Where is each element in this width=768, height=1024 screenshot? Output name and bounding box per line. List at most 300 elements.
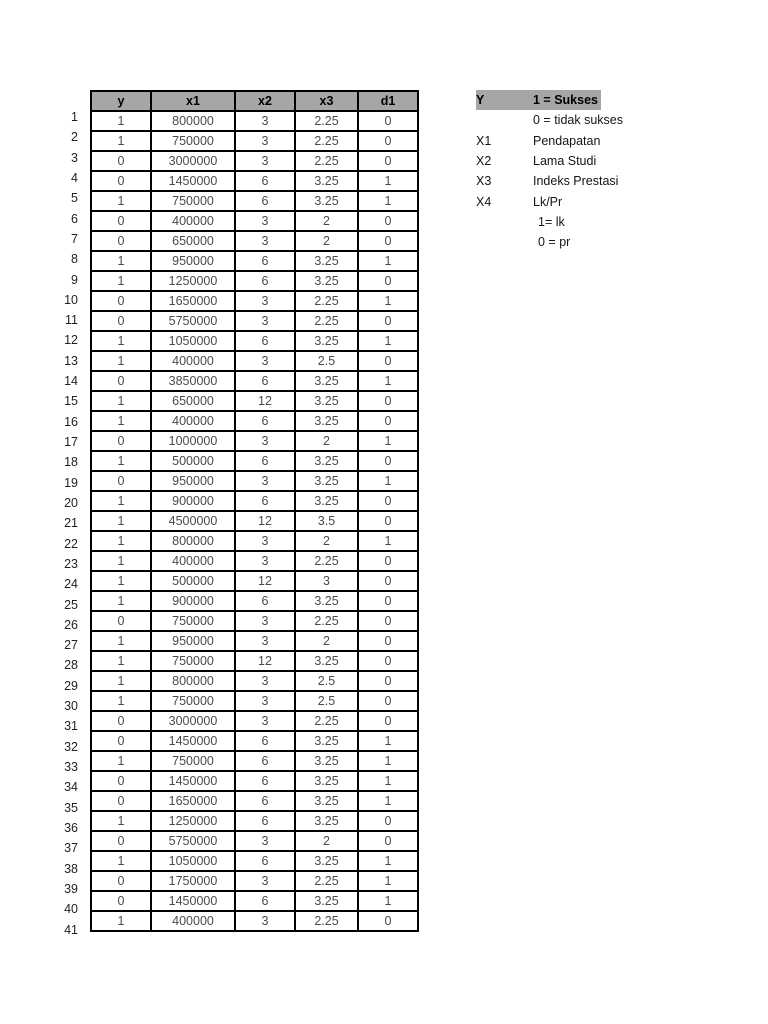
table-row [91,431,418,451]
table-cell-d1: 0 [358,911,418,931]
legend-key: X2 [476,154,492,169]
table-cell-x3: 2.5 [295,351,358,371]
table-cell-x1: 3850000 [151,371,235,391]
table-row [91,591,418,611]
legend-key: X1 [476,133,492,148]
table-cell-y: 0 [91,171,151,191]
table-cell-d1: 1 [358,531,418,551]
table-cell-d1: 0 [358,271,418,291]
table-cell-d1: 1 [358,171,418,191]
table-cell-x2: 6 [235,851,295,871]
table-cell-x3: 2 [295,211,358,231]
row-number: 22 [64,536,78,551]
table-cell-d1: 1 [358,471,418,491]
table-cell-y: 1 [91,531,151,551]
table-cell-x1: 1050000 [151,331,235,351]
table-cell-d1: 0 [358,591,418,611]
table-cell-d1: 1 [358,331,418,351]
table-cell-x1: 400000 [151,911,235,931]
table-row [91,251,418,271]
table-cell-y: 1 [91,811,151,831]
table-cell-x3: 2.5 [295,671,358,691]
table-cell-x3: 2 [295,431,358,451]
table-cell-x1: 500000 [151,451,235,471]
table-cell-x2: 6 [235,771,295,791]
table-cell-x3: 3.25 [295,731,358,751]
table-row [91,391,418,411]
table-row [91,311,418,331]
table-cell-x2: 3 [235,551,295,571]
table-cell-x3: 3.25 [295,451,358,471]
table-row [91,491,418,511]
table-cell-x1: 1450000 [151,771,235,791]
table-cell-x1: 750000 [151,751,235,771]
row-number: 41 [64,922,78,937]
legend-row [476,171,623,191]
table-cell-d1: 0 [358,411,418,431]
legend-key: X4 [476,194,492,209]
table-cell-y: 0 [91,611,151,631]
table-cell-x1: 900000 [151,591,235,611]
table-row [91,811,418,831]
table-row [91,231,418,251]
table-cell-x3: 3.25 [295,251,358,271]
table-cell-x2: 3 [235,611,295,631]
legend-key: Y [476,93,485,108]
table-cell-x3: 2.25 [295,151,358,171]
row-number: 13 [64,353,78,368]
table-cell-x3: 2.25 [295,311,358,331]
table-cell-y: 1 [91,691,151,711]
table-cell-x1: 1000000 [151,431,235,451]
table-cell-d1: 0 [358,111,418,131]
row-number: 25 [64,597,78,612]
table-cell-x3: 3.25 [295,791,358,811]
table-cell-x3: 2 [295,231,358,251]
table-cell-x1: 950000 [151,251,235,271]
legend-value: Lama Studi [533,154,597,169]
table-cell-x2: 3 [235,151,295,171]
table-cell-x1: 1250000 [151,271,235,291]
table-cell-x1: 400000 [151,211,235,231]
table-cell-y: 1 [91,111,151,131]
table-cell-d1: 1 [358,891,418,911]
table-cell-d1: 1 [358,191,418,211]
row-number: 12 [64,333,78,348]
table-cell-y: 1 [91,511,151,531]
table-row [91,131,418,151]
row-number: 23 [64,556,78,571]
row-number: 19 [64,475,78,490]
table-cell-x2: 3 [235,691,295,711]
row-number: 7 [71,231,78,246]
legend-row [476,90,601,110]
table-cell-y: 0 [91,291,151,311]
table-cell-x2: 6 [235,251,295,271]
table-cell-y: 0 [91,871,151,891]
table-row [91,711,418,731]
table-cell-x2: 6 [235,451,295,471]
table-cell-d1: 1 [358,291,418,311]
table-cell-x1: 900000 [151,491,235,511]
table-cell-x1: 400000 [151,351,235,371]
table-cell-x2: 3 [235,831,295,851]
legend-value: Indeks Prestasi [533,174,619,189]
table-cell-d1: 0 [358,311,418,331]
row-number: 17 [64,435,78,449]
table-cell-x3: 3.25 [295,171,358,191]
table-cell-y: 0 [91,731,151,751]
table-cell-d1: 1 [358,771,418,791]
row-number: 4 [71,170,78,185]
table-cell-x1: 1050000 [151,851,235,871]
table-cell-d1: 0 [358,571,418,591]
table-cell-x3: 3.5 [295,511,358,531]
table-cell-x1: 750000 [151,131,235,151]
table-cell-y: 1 [91,591,151,611]
table-cell-x2: 3 [235,711,295,731]
row-number: 10 [64,292,78,307]
table-cell-x3: 3.25 [295,191,358,211]
legend-value: 1= lk [538,215,565,230]
row-number: 40 [64,902,78,917]
table-cell-d1: 0 [358,151,418,171]
table-row [91,771,418,791]
table-cell-y: 0 [91,231,151,251]
row-number: 14 [64,374,78,389]
table-row [91,371,418,391]
table-row [91,831,418,851]
table-cell-x1: 650000 [151,391,235,411]
table-cell-x3: 2.25 [295,111,358,131]
table-cell-x1: 950000 [151,471,235,491]
table-cell-d1: 0 [358,631,418,651]
table-cell-x3: 2.25 [295,551,358,571]
row-number: 28 [64,658,78,673]
table-cell-x1: 800000 [151,531,235,551]
table-cell-y: 1 [91,251,151,271]
legend-row [476,131,623,151]
table-cell-x1: 950000 [151,631,235,651]
table-cell-y: 1 [91,331,151,351]
table-cell-y: 0 [91,371,151,391]
table-cell-x1: 3000000 [151,151,235,171]
table-cell-d1: 0 [358,711,418,731]
row-number: 24 [64,577,78,592]
table-cell-x1: 5750000 [151,831,235,851]
table-cell-x3: 2 [295,531,358,551]
table-row [91,211,418,231]
legend-row [476,151,623,171]
row-number: 11 [65,313,78,328]
table-cell-y: 1 [91,391,151,411]
legend-row [476,192,623,212]
table-cell-d1: 1 [358,731,418,751]
table-cell-y: 0 [91,471,151,491]
table-cell-d1: 0 [358,391,418,411]
table-cell-d1: 0 [358,351,418,371]
row-number: 37 [64,841,78,856]
table-cell-x3: 3.25 [295,491,358,511]
row-number: 15 [64,394,78,409]
table-cell-x2: 6 [235,891,295,911]
table-row [91,551,418,571]
table-cell-x2: 3 [235,871,295,891]
table-cell-y: 0 [91,711,151,731]
table-cell-x1: 1650000 [151,791,235,811]
table-cell-x3: 3.25 [295,331,358,351]
table-cell-x2: 3 [235,311,295,331]
table-cell-x3: 2.25 [295,291,358,311]
legend-row [476,110,623,130]
row-number: 9 [71,272,78,287]
table-row [91,271,418,291]
table-cell-x3: 3 [295,571,358,591]
table-cell-y: 1 [91,551,151,571]
table-cell-x2: 3 [235,291,295,311]
table-cell-x3: 2 [295,631,358,651]
table-row [91,191,418,211]
table-cell-y: 0 [91,791,151,811]
table-row [91,351,418,371]
table-cell-x1: 1450000 [151,171,235,191]
column-header-x1: x1 [151,91,235,111]
table-row [91,411,418,431]
row-number: 26 [64,617,78,632]
table-cell-d1: 0 [358,511,418,531]
table-cell-x1: 400000 [151,411,235,431]
table-row [91,291,418,311]
table-cell-d1: 1 [358,751,418,771]
table-cell-d1: 1 [358,791,418,811]
table-cell-x3: 3.25 [295,391,358,411]
table-row [91,691,418,711]
table-cell-x3: 3.25 [295,371,358,391]
table-cell-y: 1 [91,351,151,371]
table-cell-x2: 12 [235,391,295,411]
row-number: 18 [64,455,78,470]
table-cell-x3: 3.25 [295,811,358,831]
row-number: 36 [64,820,78,835]
row-number: 32 [64,739,78,754]
table-row [91,171,418,191]
table-cell-y: 1 [91,131,151,151]
table-row [91,911,418,931]
table-cell-x2: 3 [235,911,295,931]
table-cell-y: 1 [91,671,151,691]
table-cell-y: 0 [91,771,151,791]
table-row [91,511,418,531]
table-row [91,471,418,491]
table-cell-y: 1 [91,451,151,471]
table-cell-x1: 3000000 [151,711,235,731]
row-number-column [36,109,78,942]
table-cell-d1: 1 [358,431,418,451]
row-number: 35 [64,800,78,815]
column-header-d1: d1 [358,91,418,111]
table-cell-x2: 6 [235,791,295,811]
table-cell-x2: 3 [235,131,295,151]
row-number: 38 [64,861,78,876]
row-number: 5 [71,191,78,206]
table-cell-d1: 0 [358,671,418,691]
table-cell-x1: 4500000 [151,511,235,531]
table-row [91,451,418,471]
row-number: 33 [64,760,78,774]
legend-value: 0 = pr [538,235,571,250]
legend-value: Lk/Pr [533,194,563,209]
table-row [91,331,418,351]
table-cell-x2: 6 [235,731,295,751]
legend-key: X3 [476,174,492,189]
column-header-y: y [91,91,151,111]
table-row [91,571,418,591]
data-table [90,90,419,932]
table-cell-x2: 6 [235,191,295,211]
column-header-x3: x3 [295,91,358,111]
table-cell-y: 1 [91,411,151,431]
legend-value: Pendapatan [533,133,601,148]
variable-legend [476,90,623,253]
table-cell-y: 0 [91,151,151,171]
table-cell-d1: 1 [358,251,418,271]
table-cell-x2: 6 [235,811,295,831]
table-cell-x3: 2.25 [295,611,358,631]
table-cell-x2: 3 [235,111,295,131]
table-cell-x3: 3.25 [295,411,358,431]
table-row [91,791,418,811]
table-cell-x1: 800000 [151,111,235,131]
table-cell-x3: 2.5 [295,691,358,711]
table-cell-d1: 0 [358,611,418,631]
table-cell-x1: 1650000 [151,291,235,311]
table-cell-y: 1 [91,191,151,211]
table-cell-y: 1 [91,631,151,651]
table-row [91,631,418,651]
table-cell-x2: 3 [235,671,295,691]
table-cell-x3: 3.25 [295,771,358,791]
table-header-row [91,91,418,111]
table-cell-y: 1 [91,571,151,591]
table-cell-x3: 3.25 [295,651,358,671]
row-number: 34 [64,780,78,795]
table-cell-x1: 5750000 [151,311,235,331]
table-cell-x3: 3.25 [295,591,358,611]
table-cell-x1: 750000 [151,691,235,711]
table-cell-x3: 3.25 [295,891,358,911]
table-cell-x2: 6 [235,171,295,191]
table-cell-y: 0 [91,891,151,911]
table-cell-d1: 0 [358,491,418,511]
table-row [91,731,418,751]
row-number: 31 [64,719,78,734]
table-row [91,751,418,771]
table-cell-d1: 0 [358,451,418,471]
table-cell-d1: 0 [358,551,418,571]
table-cell-x2: 3 [235,231,295,251]
table-cell-y: 1 [91,491,151,511]
table-cell-d1: 0 [358,231,418,251]
table-row [91,611,418,631]
table-cell-x1: 800000 [151,671,235,691]
table-cell-d1: 0 [358,831,418,851]
table-row [91,651,418,671]
table-cell-x3: 3.25 [295,851,358,871]
row-number: 16 [64,414,78,429]
row-number: 27 [64,638,78,653]
table-cell-x1: 650000 [151,231,235,251]
table-body [91,111,418,931]
table-cell-d1: 1 [358,371,418,391]
table-cell-x1: 750000 [151,611,235,631]
table-row [91,871,418,891]
table-cell-y: 1 [91,751,151,771]
table-row [91,111,418,131]
legend-value: 1 = Sukses [533,93,598,108]
table-cell-x2: 3 [235,431,295,451]
table-cell-x3: 2.25 [295,911,358,931]
table-cell-x2: 3 [235,351,295,371]
table-cell-d1: 1 [358,871,418,891]
legend-value: 0 = tidak sukses [533,113,623,128]
table-cell-x2: 6 [235,371,295,391]
column-header-x2: x2 [235,91,295,111]
legend-row [476,212,623,232]
table-cell-x1: 1450000 [151,731,235,751]
table-cell-y: 1 [91,271,151,291]
table-cell-x3: 3.25 [295,471,358,491]
table-row [91,891,418,911]
table-cell-x3: 3.25 [295,271,358,291]
row-number: 6 [71,211,78,226]
table-cell-y: 0 [91,311,151,331]
row-number: 3 [71,150,78,165]
table-cell-x1: 1250000 [151,811,235,831]
row-number: 2 [71,130,78,145]
table-cell-x2: 12 [235,571,295,591]
row-number: 39 [64,881,78,896]
table-cell-d1: 0 [358,651,418,671]
table-row [91,671,418,691]
table-cell-x3: 2.25 [295,711,358,731]
table-row [91,531,418,551]
table-cell-x2: 6 [235,491,295,511]
table-cell-x3: 2 [295,831,358,851]
table-cell-y: 0 [91,431,151,451]
table-cell-x2: 3 [235,471,295,491]
table-cell-x2: 6 [235,331,295,351]
table-cell-d1: 0 [358,811,418,831]
table-cell-y: 1 [91,851,151,871]
table-cell-x1: 500000 [151,571,235,591]
table-cell-x3: 2.25 [295,131,358,151]
table-cell-y: 1 [91,651,151,671]
row-number: 1 [71,110,78,124]
table-cell-x2: 6 [235,591,295,611]
table-cell-x2: 6 [235,751,295,771]
table-cell-x1: 400000 [151,551,235,571]
table-row [91,151,418,171]
table-cell-y: 0 [91,211,151,231]
table-cell-d1: 1 [358,851,418,871]
table-cell-y: 1 [91,911,151,931]
table-cell-d1: 0 [358,691,418,711]
table-cell-x3: 2.25 [295,871,358,891]
row-number: 29 [64,678,78,693]
table-cell-x2: 6 [235,271,295,291]
row-number: 8 [71,252,78,267]
table-cell-y: 0 [91,831,151,851]
